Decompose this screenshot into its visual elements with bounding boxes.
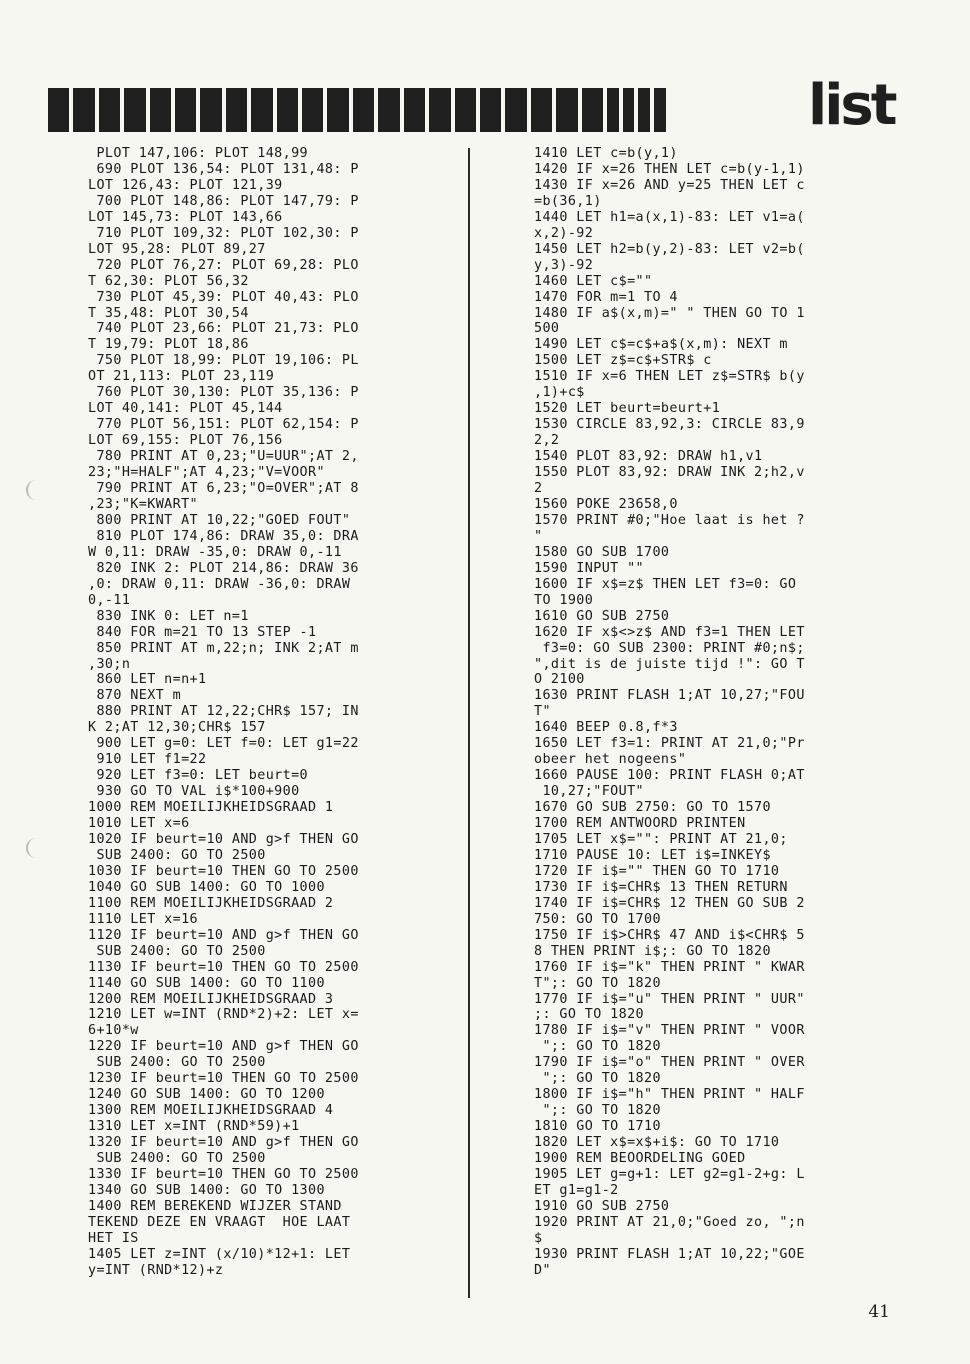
code-line: K 2;AT 12,30;CHR$ 157 <box>88 720 266 736</box>
code-line: 690 PLOT 136,54: PLOT 131,48: P <box>88 161 359 177</box>
code-line: 1650 LET f3=1: PRINT AT 21,0;"Pr <box>534 736 805 752</box>
code-line: 1910 GO SUB 2750 <box>534 1198 670 1214</box>
code-line: 1220 IF beurt=10 AND g>f THEN GO <box>88 1039 359 1055</box>
code-line: 1400 REM BEREKEND WIJZER STAND <box>88 1198 342 1214</box>
code-line: 1660 PAUSE 100: PRINT FLASH 0;AT <box>534 768 805 784</box>
code-line: 790 PRINT AT 6,23;"O=OVER";AT 8 <box>88 481 359 497</box>
code-line: 730 PLOT 45,39: PLOT 40,43: PLO <box>88 289 359 305</box>
page-number: 41 <box>868 1302 890 1322</box>
header-bar-segment <box>327 88 348 132</box>
header-bar-segment <box>638 88 650 132</box>
code-line: TEKEND DEZE EN VRAAGT HOE LAAT <box>88 1214 351 1230</box>
header-bar-graphic <box>48 88 666 132</box>
code-line: 1120 IF beurt=10 AND g>f THEN GO <box>88 927 359 943</box>
code-line: 1405 LET z=INT (x/10)*12+1: LET <box>88 1246 351 1262</box>
code-line: 1000 REM MOEILIJKHEIDSGRAAD 1 <box>88 800 334 816</box>
code-listing-left-column <box>88 146 460 1279</box>
code-line: SUB 2400: GO TO 2500 <box>88 847 266 863</box>
code-line: 1590 INPUT "" <box>534 560 645 576</box>
code-line: 710 PLOT 109,32: PLOT 102,30: P <box>88 225 359 241</box>
code-line: 1700 REM ANTWOORD PRINTEN <box>534 816 746 832</box>
header-bar-segment <box>302 88 323 132</box>
code-line: HET IS <box>88 1230 139 1246</box>
code-line: T 19,79: PLOT 18,86 <box>88 337 249 353</box>
header-bar-segment <box>455 88 476 132</box>
code-line: 1300 REM MOEILIJKHEIDSGRAAD 4 <box>88 1103 334 1119</box>
code-line: 1500 LET z$=c$+STR$ c <box>534 353 712 369</box>
code-line: 1020 IF beurt=10 AND g>f THEN GO <box>88 831 359 847</box>
code-line: 1770 IF i$="u" THEN PRINT " UUR" <box>534 991 805 1007</box>
code-line: 1100 REM MOEILIJKHEIDSGRAAD 2 <box>88 895 334 911</box>
code-line: 2,2 <box>534 433 560 449</box>
code-line: LOT 145,73: PLOT 143,66 <box>88 209 283 225</box>
code-line: TO 1900 <box>534 592 594 608</box>
code-line: 1410 LET c=b(y,1) <box>534 146 678 161</box>
code-line: 1610 GO SUB 2750 <box>534 608 670 624</box>
code-line: 0,-11 <box>88 592 131 608</box>
code-line: 1905 LET g=g+1: LET g2=g1-2+g: L <box>534 1167 805 1182</box>
code-line: 1810 GO TO 1710 <box>534 1119 661 1135</box>
header-bar-segment <box>251 88 272 132</box>
code-line: 720 PLOT 76,27: PLOT 69,28: PLO <box>88 257 359 273</box>
code-line: 1440 LET h1=a(x,1)-83: LET v1=a( <box>534 209 805 225</box>
code-line: T";: GO TO 1820 <box>534 975 661 991</box>
code-line: SUB 2400: GO TO 2500 <box>88 943 266 959</box>
code-line: 930 GO TO VAL i$*100+900 <box>88 784 300 800</box>
code-line: 860 LET n=n+1 <box>88 672 207 688</box>
code-line: 1780 IF i$="v" THEN PRINT " VOOR <box>534 1023 805 1039</box>
code-line: 1790 IF i$="o" THEN PRINT " OVER <box>534 1055 805 1071</box>
punch-hole-mark <box>26 480 42 500</box>
code-line: OT 21,113: PLOT 23,119 <box>88 369 275 385</box>
code-line: 1330 IF beurt=10 THEN GO TO 2500 <box>88 1167 359 1182</box>
code-line: ,1)+c$ <box>534 385 585 401</box>
code-line: 1820 LET x$=x$+i$: GO TO 1710 <box>534 1135 780 1151</box>
code-line: 1640 BEEP 0.8,f*3 <box>534 720 678 736</box>
code-line: 1460 LET c$="" <box>534 273 653 289</box>
code-line: SUB 2400: GO TO 2500 <box>88 1055 266 1071</box>
code-line: " <box>534 528 543 544</box>
code-line: 810 PLOT 174,86: DRAW 35,0: DRA <box>88 528 359 544</box>
code-line: 870 NEXT m <box>88 688 182 704</box>
header-bar-segment <box>378 88 399 132</box>
code-line: ,23;"K=KWART" <box>88 496 199 512</box>
header-bar-segment <box>175 88 196 132</box>
header-bar-segment <box>404 88 425 132</box>
code-line: 10,27;"FOUT" <box>534 784 645 800</box>
code-line: 1570 PRINT #0;"Hoe laat is het ? <box>534 512 805 528</box>
header-bar-segment <box>531 88 552 132</box>
code-line: 6+10*w <box>88 1023 139 1039</box>
code-line: 1900 REM BEOORDELING GOED <box>534 1151 746 1167</box>
code-line: O 2100 <box>534 672 585 688</box>
code-line: =b(36,1) <box>534 193 602 209</box>
header-bar-segment <box>277 88 298 132</box>
code-line: 1420 IF x=26 THEN LET c=b(y-1,1) <box>534 161 805 177</box>
header-bar-segment <box>480 88 501 132</box>
code-line: 1490 LET c$=c$+a$(x,m): NEXT m <box>534 337 788 353</box>
code-line: 1240 GO SUB 1400: GO TO 1200 <box>88 1087 325 1103</box>
code-line: x,2)-92 <box>534 225 594 241</box>
code-line: T" <box>534 704 551 720</box>
code-line: 1130 IF beurt=10 THEN GO TO 2500 <box>88 959 359 975</box>
code-line: 1140 GO SUB 1400: GO TO 1100 <box>88 975 325 991</box>
code-line: W 0,11: DRAW -35,0: DRAW 0,-11 <box>88 544 342 560</box>
code-line: 1430 IF x=26 AND y=25 THEN LET c <box>534 177 805 193</box>
code-line: 1310 LET x=INT (RND*59)+1 <box>88 1119 300 1135</box>
code-line: 1705 LET x$="": PRINT AT 21,0; <box>534 831 788 847</box>
code-line: ",dit is de juiste tijd !": GO T <box>534 656 805 672</box>
header-bar-segment <box>150 88 171 132</box>
header-bar-segment <box>607 88 619 132</box>
code-line: 1750 IF i$>CHR$ 47 AND i$<CHR$ 5 <box>534 927 805 943</box>
code-line: 1930 PRINT FLASH 1;AT 10,22;"GOE <box>534 1246 805 1262</box>
column-divider <box>468 148 470 1298</box>
code-line: 1010 LET x=6 <box>88 816 190 832</box>
header-bar-segment <box>48 88 69 132</box>
code-line: 910 LET f1=22 <box>88 752 207 768</box>
header-bar-segment <box>582 88 603 132</box>
code-line: 830 INK 0: LET n=1 <box>88 608 249 624</box>
code-line: 500 <box>534 321 560 337</box>
code-line: 1030 IF beurt=10 THEN GO TO 2500 <box>88 863 359 879</box>
code-line: 1560 POKE 23658,0 <box>534 496 678 512</box>
code-line: 780 PRINT AT 0,23;"U=UUR";AT 2, <box>88 449 359 465</box>
code-line: 1210 LET w=INT (RND*2)+2: LET x= <box>88 1007 359 1023</box>
code-line: 1740 IF i$=CHR$ 12 THEN GO SUB 2 <box>534 895 805 911</box>
code-line: 1800 IF i$="h" THEN PRINT " HALF <box>534 1087 805 1103</box>
code-line: 1540 PLOT 83,92: DRAW h1,v1 <box>534 449 763 465</box>
header-bar-segment <box>623 88 635 132</box>
code-line: 700 PLOT 148,86: PLOT 147,79: P <box>88 193 359 209</box>
code-line: $ <box>534 1230 543 1246</box>
code-line: ,30;n <box>88 656 131 672</box>
code-line: ";: GO TO 1820 <box>534 1039 661 1055</box>
code-line: PLOT 147,106: PLOT 148,99 <box>88 146 309 161</box>
code-line: 1470 FOR m=1 TO 4 <box>534 289 678 305</box>
code-line: LOT 126,43: PLOT 121,39 <box>88 177 283 193</box>
code-line: 740 PLOT 23,66: PLOT 21,73: PLO <box>88 321 359 337</box>
code-line: 23;"H=HALF";AT 4,23;"V=VOOR" <box>88 465 325 481</box>
header-bar-segment <box>73 88 94 132</box>
code-line: T 62,30: PLOT 56,32 <box>88 273 249 289</box>
code-line: 1600 IF x$=z$ THEN LET f3=0: GO <box>534 576 797 592</box>
code-line: 850 PRINT AT m,22;n; INK 2;AT m <box>88 640 359 656</box>
code-line: 750: GO TO 1700 <box>534 911 661 927</box>
code-line: 1110 LET x=16 <box>88 911 199 927</box>
code-line: 880 PRINT AT 12,22;CHR$ 157; IN <box>88 704 359 720</box>
code-line: ";: GO TO 1820 <box>534 1071 661 1087</box>
code-line: LOT 40,141: PLOT 45,144 <box>88 401 283 417</box>
code-line: f3=0: GO SUB 2300: PRINT #0;n$; <box>534 640 805 656</box>
header-bar-segment <box>353 88 374 132</box>
header-bar-segment <box>200 88 221 132</box>
code-line: 1710 PAUSE 10: LET i$=INKEY$ <box>534 847 771 863</box>
header-bar-segment <box>505 88 526 132</box>
punch-hole-mark <box>26 838 42 858</box>
code-line: 1620 IF x$<>z$ AND f3=1 THEN LET <box>534 624 805 640</box>
code-line: LOT 69,155: PLOT 76,156 <box>88 433 283 449</box>
code-line: 840 FOR m=21 TO 13 STEP -1 <box>88 624 317 640</box>
code-line: 820 INK 2: PLOT 214,86: DRAW 36 <box>88 560 359 576</box>
code-line: 1510 IF x=6 THEN LET z$=STR$ b(y <box>534 369 805 385</box>
code-line: y=INT (RND*12)+z <box>88 1262 224 1278</box>
code-line: 800 PRINT AT 10,22;"GOED FOUT" <box>88 512 351 528</box>
code-line: 1530 CIRCLE 83,92,3: CIRCLE 83,9 <box>534 417 805 433</box>
code-line: T 35,48: PLOT 30,54 <box>88 305 249 321</box>
section-title: list <box>808 73 895 138</box>
code-line: 900 LET g=0: LET f=0: LET g1=22 <box>88 736 359 752</box>
header-bar-segment <box>654 88 666 132</box>
code-line: y,3)-92 <box>534 257 594 273</box>
code-line: 750 PLOT 18,99: PLOT 19,106: PL <box>88 353 359 369</box>
code-line: 920 LET f3=0: LET beurt=0 <box>88 768 309 784</box>
code-line: 1520 LET beurt=beurt+1 <box>534 401 721 417</box>
code-line: LOT 95,28: PLOT 89,27 <box>88 241 266 257</box>
code-line: D" <box>534 1262 551 1278</box>
code-line: 1670 GO SUB 2750: GO TO 1570 <box>534 800 771 816</box>
code-line: 1720 IF i$="" THEN GO TO 1710 <box>534 863 780 879</box>
code-line: ET g1=g1-2 <box>534 1182 619 1198</box>
code-line: ;: GO TO 1820 <box>534 1007 645 1023</box>
code-line: 2 <box>534 481 543 497</box>
code-line: 770 PLOT 56,151: PLOT 62,154: P <box>88 417 359 433</box>
code-line: 1340 GO SUB 1400: GO TO 1300 <box>88 1182 325 1198</box>
code-line: 1200 REM MOEILIJKHEIDSGRAAD 3 <box>88 991 334 1007</box>
code-line: 1040 GO SUB 1400: GO TO 1000 <box>88 879 325 895</box>
code-line: 1580 GO SUB 1700 <box>534 544 670 560</box>
code-line: ";: GO TO 1820 <box>534 1103 661 1119</box>
code-line: 8 THEN PRINT i$;: GO TO 1820 <box>534 943 771 959</box>
code-line: 1760 IF i$="k" THEN PRINT " KWAR <box>534 959 805 975</box>
code-line: 1920 PRINT AT 21,0;"Goed zo, ";n <box>534 1214 805 1230</box>
code-line: SUB 2400: GO TO 2500 <box>88 1151 266 1167</box>
code-line: 760 PLOT 30,130: PLOT 35,136: P <box>88 385 359 401</box>
code-listing-right-column <box>534 146 914 1279</box>
header-bar-segment <box>556 88 577 132</box>
header-bar-segment <box>124 88 145 132</box>
header-bar-segment <box>429 88 450 132</box>
code-line: 1230 IF beurt=10 THEN GO TO 2500 <box>88 1071 359 1087</box>
code-line: obeer het nogeens" <box>534 752 687 768</box>
code-line: ,0: DRAW 0,11: DRAW -36,0: DRAW <box>88 576 351 592</box>
code-line: 1730 IF i$=CHR$ 13 THEN RETURN <box>534 879 788 895</box>
header-bar-segment <box>226 88 247 132</box>
code-line: 1480 IF a$(x,m)=" " THEN GO TO 1 <box>534 305 805 321</box>
code-line: 1450 LET h2=b(y,2)-83: LET v2=b( <box>534 241 805 257</box>
code-line: 1630 PRINT FLASH 1;AT 10,27;"FOU <box>534 688 805 704</box>
code-line: 1550 PLOT 83,92: DRAW INK 2;h2,v <box>534 465 805 481</box>
code-line: 1320 IF beurt=10 AND g>f THEN GO <box>88 1135 359 1151</box>
header-bar-segment <box>99 88 120 132</box>
